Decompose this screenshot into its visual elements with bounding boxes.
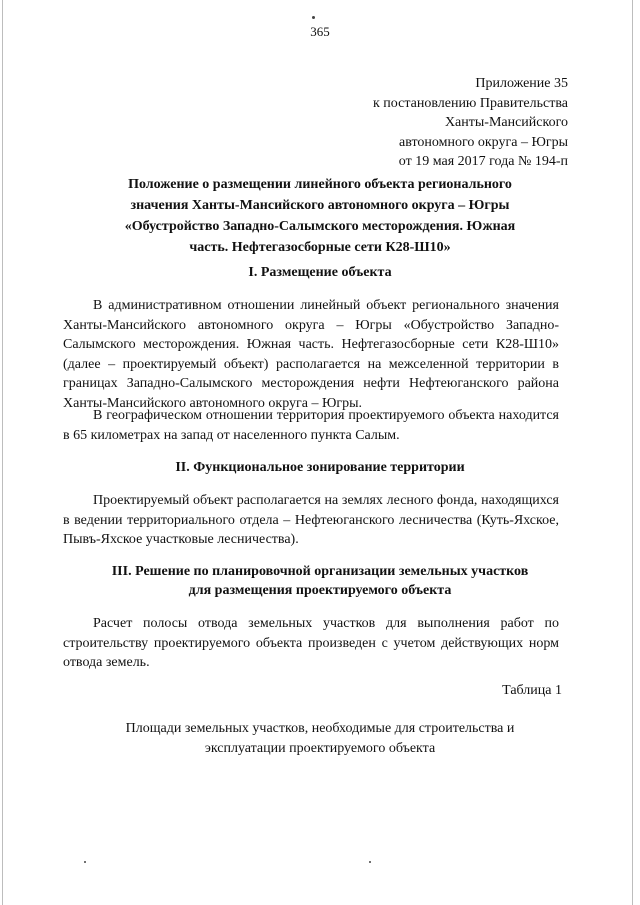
section3-paragraph-1 [63, 614, 559, 673]
section2-paragraph-1 [63, 491, 559, 550]
appendix-line: к постановлению Правительства [372, 95, 568, 111]
paragraph-text: Расчет полосы отвода земельных участков для выполнения работ по строительству проектируемого объекта произведен с учетом действующих норм отвода земель. [63, 616, 559, 670]
table-label: Таблица 1 [502, 683, 562, 698]
section1-paragraph-2 [63, 406, 559, 445]
section-heading-1: I. Размещение объекта [248, 265, 392, 280]
heading-line: для размещения проектируемого объекта [188, 583, 452, 598]
appendix-block [373, 74, 568, 172]
document-title [0, 174, 640, 258]
scan-right-edge [632, 0, 633, 905]
scan-speck [369, 861, 371, 863]
appendix-line: от 19 мая 2017 года № 194-п [398, 154, 568, 169]
appendix-line: Ханты-Мансийского [444, 115, 568, 130]
scan-speck [84, 861, 86, 863]
section-heading-2: II. Функциональное зонирование территории [175, 460, 465, 475]
appendix-line: Приложение 35 [475, 76, 568, 91]
scan-speck [312, 16, 315, 19]
section-heading-3 [0, 562, 640, 600]
heading-line: III. Решение по планировочной организации земельных участков [111, 564, 529, 579]
title-line: значения Ханты-Мансийского автономного округа – Югры [130, 198, 510, 213]
table-caption [0, 719, 640, 758]
paragraph-text: Проектируемый объект располагается на землях лесного фонда, находящихся в ведении территориального отдела – Нефтеюганского лесничества (Куть-Яхское, Пывъ-Яхское участковые лесничества). [63, 493, 559, 547]
scan-left-edge [2, 0, 3, 905]
caption-line: Площади земельных участков, необходимые для строительства и [125, 721, 515, 736]
appendix-line: автономного округа – Югры [399, 134, 568, 150]
title-line: Положение о размещении линейного объекта регионального [128, 177, 512, 192]
paragraph-text: В географическом отношении территория проектируемого объекта находится в 65 километрах на запад от населенного пункта Салым. [63, 408, 559, 443]
paragraph-text: В административном отношении линейный объект регионального значения Ханты-Мансийского автономного округа – Югры «Обустройство Западно-Салымского месторождения. Южная часть. Нефтегазосборные сети К28-Ш10» (далее – проектируемый объект) располагается на межселенной территории в границах Западно-Салымского месторождения нефти Нефтеюганского района Ханты-Мансийского автономного округа – Югры. [63, 298, 559, 411]
title-line: часть. Нефтегазосборные сети К28-Ш10» [189, 240, 451, 255]
caption-line: эксплуатации проектируемого объекта [204, 740, 436, 756]
page-number: 365 [310, 24, 330, 39]
section1-paragraph-1 [63, 296, 559, 413]
title-line: «Обустройство Западно-Салымского месторождения. Южная [124, 219, 516, 234]
